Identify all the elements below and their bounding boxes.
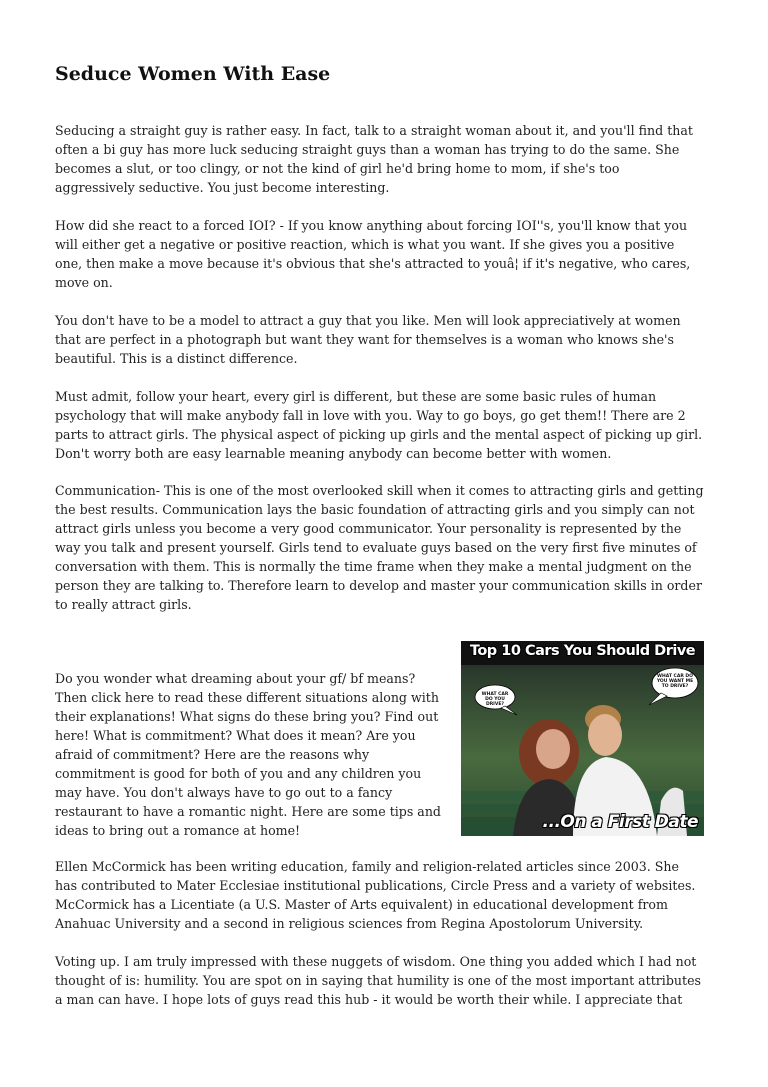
text-line: has contributed to Mater Ecclesiae institutional publications, Circle Press and a variety of websites. (55, 878, 696, 893)
text-line: beautiful. This is a distinct difference. (55, 351, 298, 366)
paragraph-7 (55, 857, 715, 933)
text-line: parts to attract girls. The physical aspect of picking up girls and the mental aspect of picking up girl. (55, 427, 703, 442)
page-title: Seduce Women With Ease (55, 63, 331, 85)
text-line: one, then make a move because it's obvious that she's attracted to youâ¦ if it's negative, who cares, (55, 256, 691, 271)
text-line: that are perfect in a photograph but want they want for themselves is a woman who knows she's (55, 332, 674, 347)
speech-bubble-left: WHAT CAR DO YOU DRIVE? (481, 692, 509, 707)
text-line: Voting up. I am truly impressed with these nuggets of wisdom. One thing you added which I had not (55, 954, 697, 969)
speech-bubble-right: WHAT CAR DO YOU WANT ME TO DRIVE? (656, 674, 694, 689)
article-image (461, 641, 704, 836)
text-line: psychology that will make anybody fall in love with you. Way to go boys, go get them!! There are 2 (55, 408, 686, 423)
paragraph-6 (55, 669, 455, 840)
text-line: attract girls unless you become a very good communicator. Your personality is represented by the (55, 521, 682, 536)
text-line: thought of is: humility. You are spot on in saying that humility is one of the most important attributes (55, 973, 701, 988)
text-line: aggressively seductive. You just become interesting. (55, 180, 390, 195)
text-line: will either get a negative or positive reaction, which is what you want. If she gives you a positive (55, 237, 675, 252)
text-line: Must admit, follow your heart, every girl is different, but these are some basic rules of human (55, 389, 657, 404)
text-line: Anahuac University and a second in religious sciences from Regina Apostolorum University. (55, 916, 644, 931)
text-line: a man can have. I hope lots of guys read this hub - it would be worth their while. I appreciate that (55, 992, 683, 1007)
paragraph-1 (55, 121, 715, 197)
text-line: restaurant to have a romantic night. Here are some tips and (55, 804, 441, 819)
text-line: may have. You don't always have to go out to a fancy (55, 785, 393, 800)
text-line: conversation with them. This is normally the time frame when they make a mental judgment on the (55, 559, 692, 574)
text-line: You don't have to be a model to attract a guy that you like. Men will look appreciatively at women (55, 313, 681, 328)
text-line: often a bi guy has more luck seducing straight guys than a woman has trying to do the same. She (55, 142, 680, 157)
text-line: Ellen McCormick has been writing education, family and religion-related articles since 2003. She (55, 859, 679, 874)
text-line: Then click here to read these different situations along with (55, 690, 439, 705)
text-line: commitment is good for both of you and any children you (55, 766, 422, 781)
text-line: way you talk and present yourself. Girls tend to evaluate guys based on the very first five minutes of (55, 540, 697, 555)
text-line: How did she react to a forced IOI? - If you know anything about forcing IOI''s, you'll know that you (55, 218, 688, 233)
text-line: to really attract girls. (55, 597, 192, 612)
text-line: McCormick has a Licentiate (a U.S. Master of Arts equivalent) in educational development from (55, 897, 668, 912)
paragraph-5 (55, 481, 715, 614)
text-line: their explanations! What signs do these bring you? Find out (55, 709, 439, 724)
paragraph-2 (55, 216, 715, 292)
text-line: ideas to bring out a romance at home! (55, 823, 301, 838)
paragraph-8 (55, 952, 715, 1009)
text-line: Don't worry both are easy learnable meaning anybody can become better with women. (55, 446, 612, 461)
text-line: the best results. Communication lays the basic foundation of attracting girls and you simply can not (55, 502, 695, 517)
text-line: Communication- This is one of the most overlooked skill when it comes to attracting girls and getting (55, 483, 704, 498)
text-line: move on. (55, 275, 113, 290)
text-line: Seducing a straight guy is rather easy. In fact, talk to a straight woman about it, and you'll find that (55, 123, 693, 138)
text-line: person they are talking to. Therefore learn to develop and master your communication skills in order (55, 578, 702, 593)
text-line: afraid of commitment? Here are the reasons why (55, 747, 370, 762)
text-line: here! What is commitment? What does it mean? Are you (55, 728, 416, 743)
couple-on-bench-illustration (461, 641, 704, 836)
paragraph-4 (55, 387, 715, 463)
text-line: Do you wonder what dreaming about your gf/ bf means? (55, 671, 416, 686)
paragraph-3 (55, 311, 715, 368)
image-headline: Top 10 Cars You Should Drive (469, 643, 696, 659)
image-caption: ...On a First Date (542, 812, 698, 832)
text-line: becomes a slut, or too clingy, or not the kind of girl he'd bring home to mom, if she's too (55, 161, 620, 176)
